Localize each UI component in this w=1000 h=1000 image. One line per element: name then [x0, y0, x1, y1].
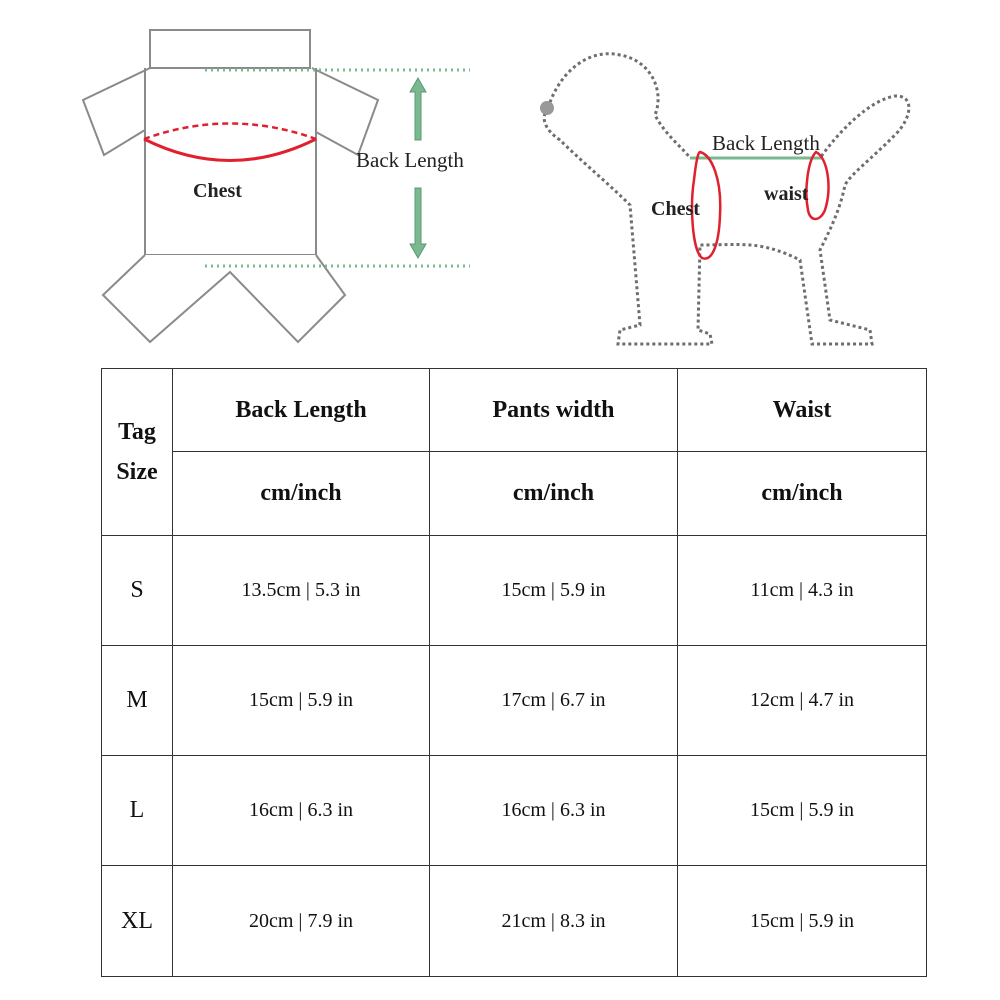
dog-waist-ring	[806, 152, 828, 219]
size-cell: S	[102, 536, 173, 646]
table-row	[102, 866, 927, 977]
unit-label: cm/inch	[173, 452, 430, 536]
table-cell: 15cm | 5.9 in	[678, 756, 927, 866]
table-row	[102, 646, 927, 756]
column-header-waist: Waist	[678, 369, 927, 452]
garment-chest-measure-back	[144, 124, 316, 140]
size-chart-table	[101, 368, 927, 977]
measurement-diagrams	[0, 0, 1000, 360]
tag-size-header-line2: Size	[116, 459, 158, 485]
table-row	[102, 756, 927, 866]
garment-chest-label: Chest	[193, 180, 242, 202]
size-cell: M	[102, 646, 173, 756]
table-cell: 16cm | 6.3 in	[430, 756, 678, 866]
dog-nose	[540, 101, 554, 115]
garment-left-sleeve	[83, 68, 150, 155]
garment-legs	[103, 255, 345, 342]
tag-size-header	[102, 369, 173, 536]
tag-size-header-line1: Tag	[118, 419, 156, 445]
dog-outline	[544, 54, 909, 344]
dog-back-length-label: Back Length	[712, 131, 820, 155]
dog-diagram	[540, 54, 909, 344]
table-cell: 15cm | 5.9 in	[173, 646, 430, 756]
table-cell: 17cm | 6.7 in	[430, 646, 678, 756]
size-cell: XL	[102, 866, 173, 977]
table-cell: 15cm | 5.9 in	[430, 536, 678, 646]
table-cell: 20cm | 7.9 in	[173, 866, 430, 977]
table-cell: 16cm | 6.3 in	[173, 756, 430, 866]
unit-label: cm/inch	[430, 452, 678, 536]
garment-diagram	[83, 30, 470, 342]
table-units-row	[102, 452, 927, 536]
column-header-back-length: Back Length	[173, 369, 430, 452]
unit-label: cm/inch	[678, 452, 927, 536]
table-row	[102, 536, 927, 646]
garment-chest-measure-front	[144, 139, 316, 161]
table-cell: 12cm | 4.7 in	[678, 646, 927, 756]
dog-waist-label: waist	[764, 183, 809, 205]
table-cell: 21cm | 8.3 in	[430, 866, 678, 977]
size-cell: L	[102, 756, 173, 866]
table-cell: 15cm | 5.9 in	[678, 866, 927, 977]
garment-back-length-label: Back Length	[356, 148, 464, 172]
table-header-row	[102, 369, 927, 452]
table-cell: 13.5cm | 5.3 in	[173, 536, 430, 646]
garment-right-sleeve	[312, 68, 378, 155]
table-cell: 11cm | 4.3 in	[678, 536, 927, 646]
dog-chest-label: Chest	[651, 198, 700, 220]
column-header-pants-width: Pants width	[430, 369, 678, 452]
garment-collar	[150, 30, 310, 68]
